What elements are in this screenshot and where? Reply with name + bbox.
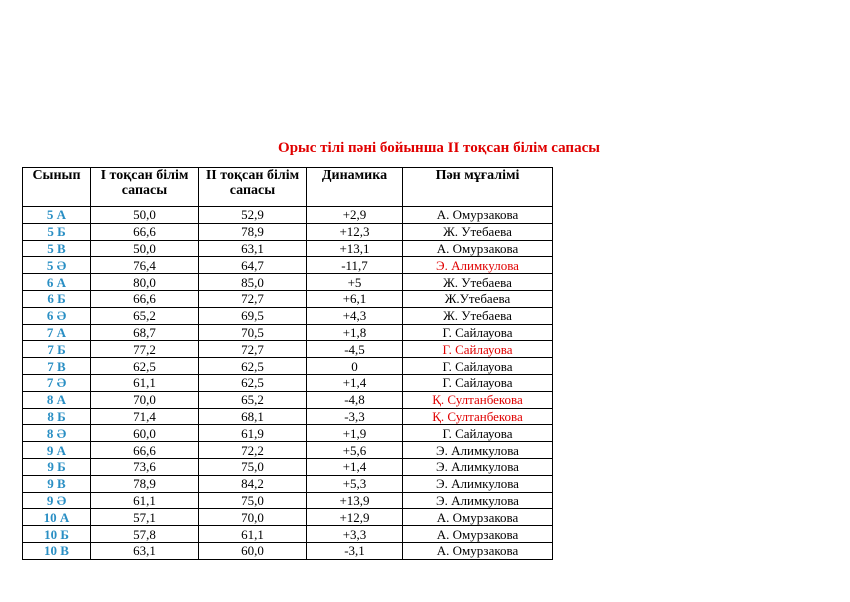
- q1-cell: 61,1: [91, 492, 199, 509]
- q2-cell: 75,0: [199, 492, 307, 509]
- q2-cell: 62,5: [199, 374, 307, 391]
- teacher-cell: Г. Сайлауова: [403, 374, 553, 391]
- q2-cell: 75,0: [199, 458, 307, 475]
- q1-cell: 70,0: [91, 391, 199, 408]
- table-row: [23, 341, 553, 358]
- q1-cell: 63,1: [91, 542, 199, 559]
- table-row: [23, 509, 553, 526]
- dynamics-cell: +5,3: [307, 475, 403, 492]
- table-row: [23, 257, 553, 274]
- q1-cell: 50,0: [91, 240, 199, 257]
- q2-cell: 70,0: [199, 509, 307, 526]
- q2-cell: 69,5: [199, 307, 307, 324]
- class-cell: 5 Б: [23, 223, 91, 240]
- dynamics-cell: +1,4: [307, 458, 403, 475]
- table-body: [23, 207, 553, 560]
- q2-cell: 62,5: [199, 358, 307, 375]
- teacher-cell: Э. Алимкулова: [403, 257, 553, 274]
- teacher-cell: Э. Алимкулова: [403, 442, 553, 459]
- table-row: [23, 408, 553, 425]
- q1-cell: 57,8: [91, 526, 199, 543]
- dynamics-cell: +2,9: [307, 207, 403, 224]
- teacher-cell: А. Омурзакова: [403, 509, 553, 526]
- table-row: [23, 425, 553, 442]
- q2-cell: 61,1: [199, 526, 307, 543]
- teacher-cell: Э. Алимкулова: [403, 475, 553, 492]
- q1-cell: 61,1: [91, 374, 199, 391]
- q2-cell: 68,1: [199, 408, 307, 425]
- quality-table: [22, 167, 553, 560]
- class-cell: 6 А: [23, 274, 91, 291]
- header-teacher: Пән мұғалімі: [403, 168, 553, 207]
- teacher-cell: А. Омурзакова: [403, 542, 553, 559]
- class-cell: 9 А: [23, 442, 91, 459]
- q1-cell: 62,5: [91, 358, 199, 375]
- table-row: [23, 240, 553, 257]
- q1-cell: 65,2: [91, 307, 199, 324]
- q2-cell: 84,2: [199, 475, 307, 492]
- class-cell: 9 В: [23, 475, 91, 492]
- teacher-cell: А. Омурзакова: [403, 240, 553, 257]
- class-cell: 9 Б: [23, 458, 91, 475]
- q1-cell: 80,0: [91, 274, 199, 291]
- dynamics-cell: -11,7: [307, 257, 403, 274]
- header-dynamics: Динамика: [307, 168, 403, 207]
- class-cell: 6 Б: [23, 290, 91, 307]
- table-row: [23, 542, 553, 559]
- header-class: Сынып: [23, 168, 91, 207]
- table-row: [23, 442, 553, 459]
- q1-cell: 76,4: [91, 257, 199, 274]
- class-cell: 7 Б: [23, 341, 91, 358]
- table-row: [23, 223, 553, 240]
- teacher-cell: Г. Сайлауова: [403, 425, 553, 442]
- class-cell: 8 А: [23, 391, 91, 408]
- dynamics-cell: -4,5: [307, 341, 403, 358]
- class-cell: 10 В: [23, 542, 91, 559]
- teacher-cell: Ж. Утебаева: [403, 307, 553, 324]
- q1-cell: 71,4: [91, 408, 199, 425]
- teacher-cell: Э. Алимкулова: [403, 458, 553, 475]
- table-row: [23, 374, 553, 391]
- q2-cell: 72,7: [199, 341, 307, 358]
- teacher-cell: Ж. Утебаева: [403, 274, 553, 291]
- class-cell: 5 Ә: [23, 257, 91, 274]
- dynamics-cell: 0: [307, 358, 403, 375]
- teacher-cell: Қ. Султанбекова: [403, 408, 553, 425]
- teacher-cell: А. Омурзакова: [403, 207, 553, 224]
- q2-cell: 60,0: [199, 542, 307, 559]
- table-row: [23, 324, 553, 341]
- dynamics-cell: +5,6: [307, 442, 403, 459]
- q1-cell: 60,0: [91, 425, 199, 442]
- table-header: [23, 168, 553, 207]
- class-cell: 8 Б: [23, 408, 91, 425]
- table-row: [23, 475, 553, 492]
- q2-cell: 65,2: [199, 391, 307, 408]
- table-row: [23, 391, 553, 408]
- q1-cell: 73,6: [91, 458, 199, 475]
- teacher-cell: Ж. Утебаева: [403, 223, 553, 240]
- table-row: [23, 458, 553, 475]
- class-cell: 7 Ә: [23, 374, 91, 391]
- q2-cell: 78,9: [199, 223, 307, 240]
- teacher-cell: Г. Сайлауова: [403, 324, 553, 341]
- table-row: [23, 358, 553, 375]
- q1-cell: 66,6: [91, 223, 199, 240]
- table-row: [23, 307, 553, 324]
- q1-cell: 50,0: [91, 207, 199, 224]
- header-q1: І тоқсан білім сапасы: [91, 168, 199, 207]
- dynamics-cell: +5: [307, 274, 403, 291]
- header-q2: ІІ тоқсан білім сапасы: [199, 168, 307, 207]
- q2-cell: 61,9: [199, 425, 307, 442]
- class-cell: 5 В: [23, 240, 91, 257]
- dynamics-cell: +1,4: [307, 374, 403, 391]
- dynamics-cell: +4,3: [307, 307, 403, 324]
- teacher-cell: Қ. Султанбекова: [403, 391, 553, 408]
- class-cell: 8 Ә: [23, 425, 91, 442]
- dynamics-cell: +6,1: [307, 290, 403, 307]
- q2-cell: 63,1: [199, 240, 307, 257]
- teacher-cell: А. Омурзакова: [403, 526, 553, 543]
- dynamics-cell: -3,1: [307, 542, 403, 559]
- table-row: [23, 526, 553, 543]
- dynamics-cell: +3,3: [307, 526, 403, 543]
- dynamics-cell: -3,3: [307, 408, 403, 425]
- q1-cell: 77,2: [91, 341, 199, 358]
- q2-cell: 72,2: [199, 442, 307, 459]
- q1-cell: 66,6: [91, 442, 199, 459]
- teacher-cell: Э. Алимкулова: [403, 492, 553, 509]
- q1-cell: 57,1: [91, 509, 199, 526]
- class-cell: 9 Ә: [23, 492, 91, 509]
- q1-cell: 78,9: [91, 475, 199, 492]
- q2-cell: 70,5: [199, 324, 307, 341]
- dynamics-cell: +13,1: [307, 240, 403, 257]
- table-row: [23, 290, 553, 307]
- teacher-cell: Ж.Утебаева: [403, 290, 553, 307]
- q2-cell: 64,7: [199, 257, 307, 274]
- class-cell: 6 Ә: [23, 307, 91, 324]
- class-cell: 7 А: [23, 324, 91, 341]
- q2-cell: 85,0: [199, 274, 307, 291]
- dynamics-cell: -4,8: [307, 391, 403, 408]
- q1-cell: 66,6: [91, 290, 199, 307]
- class-cell: 5 А: [23, 207, 91, 224]
- q2-cell: 52,9: [199, 207, 307, 224]
- dynamics-cell: +13,9: [307, 492, 403, 509]
- teacher-cell: Г. Сайлауова: [403, 358, 553, 375]
- dynamics-cell: +1,9: [307, 425, 403, 442]
- class-cell: 10 А: [23, 509, 91, 526]
- dynamics-cell: +1,8: [307, 324, 403, 341]
- table-row: [23, 274, 553, 291]
- teacher-cell: Г. Сайлауова: [403, 341, 553, 358]
- q2-cell: 72,7: [199, 290, 307, 307]
- table-row: [23, 207, 553, 224]
- dynamics-cell: +12,9: [307, 509, 403, 526]
- class-cell: 10 Б: [23, 526, 91, 543]
- table-row: [23, 492, 553, 509]
- dynamics-cell: +12,3: [307, 223, 403, 240]
- q1-cell: 68,7: [91, 324, 199, 341]
- class-cell: 7 В: [23, 358, 91, 375]
- page-title: Орыс тілі пәні бойынша ІІ тоқсан білім сапасы: [278, 140, 600, 156]
